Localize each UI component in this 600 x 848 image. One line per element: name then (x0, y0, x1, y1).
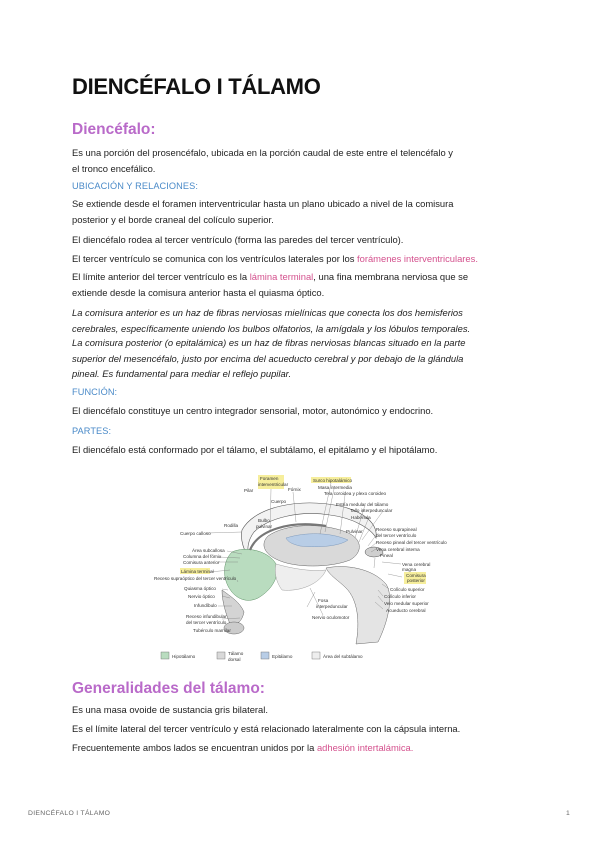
ubicacion-line-1: Se extiende desde el foramen interventricular hasta un plano ubicado a nivel de la comisura (72, 198, 454, 209)
diencephalon-sagittal-figure (150, 472, 450, 672)
footer-title: DIENCÉFALO I TÁLAMO (28, 810, 111, 817)
label-estria-medular: Estría medular del tálamo (336, 502, 389, 507)
label-vena-cerebral-interna: Vena cerebral interna (376, 547, 420, 552)
label-comisura-anterior: Comisura anterior (183, 560, 220, 565)
label-surco-hipotalamico: Surco hipotalámico (313, 478, 353, 483)
limite-paragraph (72, 269, 532, 300)
label-foramen: Foramen (260, 476, 279, 481)
comisura-posterior-line-3: pineal. Es fundamental para mediar el reflejo pupilar. (72, 368, 292, 379)
label-pineal: Pineal (380, 553, 393, 558)
label-interventricular: interventricular (258, 482, 289, 487)
label-tallo: Tallo interpeduncular (350, 508, 393, 513)
label-vena-cerebral: Vena cerebral (402, 562, 431, 567)
intro-line-2: el tronco encefálico. (72, 162, 156, 174)
label-pilar: Pilar (244, 488, 254, 493)
legend-swatch-talamo (217, 652, 225, 659)
comisura-anterior-paragraph (72, 305, 532, 336)
subheading-funcion: FUNCIÓN: (72, 387, 118, 397)
label-receso-supraoptico: Receso supraóptico del tercer ventrículo (154, 576, 237, 581)
subheading-partes: PARTES: (72, 426, 112, 436)
label-columna-fornix: Columna del fórnix (183, 554, 222, 559)
label-fornix: Fórnix (288, 487, 301, 492)
legend-swatch-epitalamo (261, 652, 269, 659)
label-pulvinar-1: pulvinar (256, 524, 273, 529)
label-comisura: Comisura (406, 573, 426, 578)
comisura-anterior-line-1: La comisura anterior es un haz de fibras nerviosas mielínicas que conecta los dos hemisferios (72, 307, 463, 318)
limite-line-2: extiende desde la comisura anterior hasta el quiasma óptico. (72, 286, 325, 298)
label-nervio-optico: Nervio óptico (188, 594, 215, 599)
talamo-unidos-paragraph (72, 740, 532, 756)
comisura-posterior-line-2: superior del mesencéfalo, justo por encima del acueducto cerebral y por debajo de la glándula (72, 352, 464, 364)
subthalamus-region (275, 564, 326, 590)
limite-text: El límite anterior del tercer ventrículo es la (72, 271, 250, 282)
limite-text-post: , una fina membrana nerviosa que se (313, 271, 469, 282)
label-del-tercer-ventriculo: del tercer ventrículo (186, 620, 227, 625)
lamina-terminal-term: lámina terminal (249, 271, 314, 282)
talamo-masa-paragraph: Es una masa ovoide de sustancia gris bilateral. (72, 704, 268, 715)
label-nervio-oculomotor: Nervio oculomotor (312, 615, 350, 620)
label-bulbo: Bulbo (258, 518, 270, 523)
intro-line-1: Es una porción del prosencéfalo, ubicada en la porción caudal de este entre el telencéfalo y (72, 147, 453, 158)
comisura-anterior-line-2: cerebrales, específicamente uniendo los bulbos olfatorios, la amígdala y los lóbulos temporales. (72, 322, 471, 334)
partes-paragraph: El diencéfalo está conformado por el tálamo, el subtálamo, el epitálamo y el hipotálamo. (72, 444, 438, 455)
funcion-paragraph: El diencéfalo constituye un centro integrador sensorial, motor, autonómico y endocrino. (72, 405, 434, 416)
legend-swatch-subtalamo (312, 652, 320, 659)
legend-subtalamo: Área del subtálamo (323, 654, 363, 659)
label-magna: magna (402, 567, 417, 572)
diencephalon-illustration (150, 472, 450, 672)
talamo-unidos-text: Frecuentemente ambos lados se encuentran unidos por la (72, 742, 317, 753)
label-receso-suprapineal: Receso suprapineal (376, 527, 417, 532)
label-del-tercer-ventriculo-2: del tercer ventrículo (376, 533, 417, 538)
hypothalamus-region (225, 549, 278, 600)
label-area-subcallosa: Área subcallosa (192, 548, 225, 553)
section-heading-diencefalo: Diencéfalo: (72, 121, 156, 138)
adhesion-intertalamica-term: adhesión intertalámica. (316, 742, 414, 753)
comunica-paragraph (72, 251, 532, 267)
label-receso-infundibular: Receso infundibular (186, 614, 227, 619)
legend-talamo-1: Tálamo (228, 651, 244, 656)
label-masa-intermedia: Masa intermedia (318, 485, 352, 490)
label-acueducto: Acueducto cerebral (386, 608, 426, 613)
label-habenula: Habénula (351, 515, 371, 520)
talamo-limite-paragraph: Es el límite lateral del tercer ventrículo y está relacionado lateralmente con la cápsula interna. (72, 723, 461, 734)
label-coliculo-inferior: Colículo inferior (384, 594, 416, 599)
intro-paragraph (72, 145, 532, 176)
figure-legend (161, 651, 363, 662)
label-rodilla: Rodilla (224, 523, 239, 528)
section-heading-talamo: Generalidades del tálamo: (72, 680, 265, 697)
legend-epitalamo: Epitálamo (272, 654, 293, 659)
label-pulvinar-2: Pulvinar (346, 529, 363, 534)
label-tela-coroidea: Tela coroidea y plexo coroideo (324, 491, 387, 496)
label-interpeduncular: interpeduncular (316, 604, 348, 609)
ubicacion-line-2: posterior y el borde craneal del colículo superior. (72, 213, 274, 225)
label-posterior: posterior (407, 578, 425, 583)
foramenes-term: forámenes interventriculares. (357, 253, 478, 264)
legend-talamo-2: dorsal (228, 657, 241, 662)
comisura-posterior-line-1: La comisura posterior (o epitalámica) es un haz de fibras nerviosas blancas situado en la parte (72, 337, 466, 348)
rodea-paragraph: El diencéfalo rodea al tercer ventrículo (forma las paredes del tercer ventrículo). (72, 234, 404, 245)
subheading-ubicacion: UBICACIÓN Y RELACIONES: (72, 181, 199, 191)
label-cuerpo-calloso: Cuerpo calloso (180, 531, 211, 536)
label-coliculo-superior: Colículo superior (390, 587, 425, 592)
page-title: DIENCÉFALO I TÁLAMO (72, 74, 321, 99)
label-receso-pineal: Receso pineal del tercer ventrículo (376, 540, 447, 545)
label-fosa: Fosa (318, 598, 329, 603)
ubicacion-paragraph (72, 196, 532, 227)
comisura-posterior-paragraph (72, 335, 532, 382)
legend-swatch-hipotalamo (161, 652, 169, 659)
label-velo-medular: Velo medular superior (384, 601, 429, 606)
label-cuerpo: Cuerpo (271, 499, 287, 504)
label-lamina-terminal: Lámina terminal (181, 569, 214, 574)
label-infundibulo: Infundíbulo (194, 603, 217, 608)
page-number: 1 (566, 810, 570, 817)
legend-hipotalamo: Hipotálamo (172, 654, 196, 659)
label-quiasma-optico: Quiasma óptico (184, 586, 216, 591)
comunica-text: El tercer ventrículo se comunica con los ventrículos laterales por los (72, 253, 358, 264)
label-tuberculo-mamilar: Tubérculo mamilar (193, 628, 231, 633)
